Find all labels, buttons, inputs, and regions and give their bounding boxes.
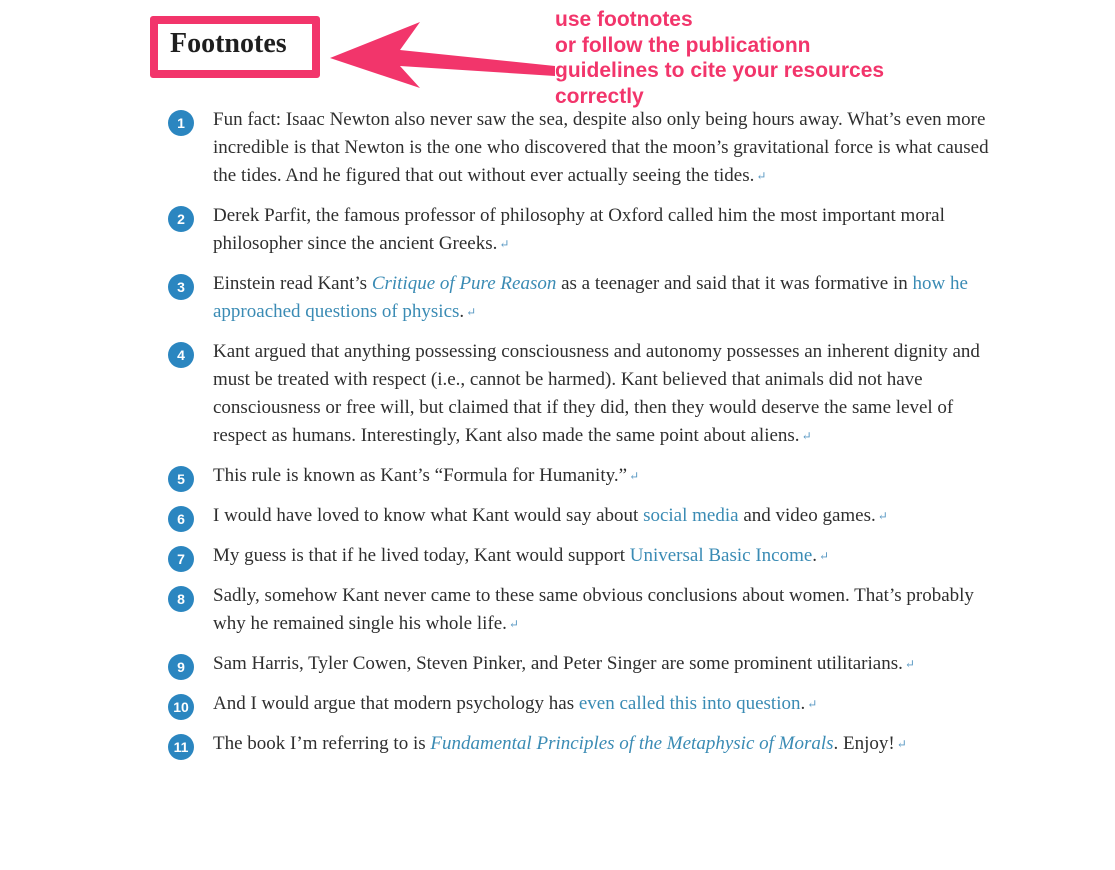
return-to-text-icon[interactable]: ↵ (508, 617, 519, 631)
return-to-text-icon[interactable]: ↵ (896, 737, 907, 751)
footnote-text-segment: Derek Parfit, the famous professor of philosophy at Oxford called him the most important moral philosopher since the ancient Greeks. (213, 205, 945, 254)
return-to-text-icon[interactable]: ↵ (819, 549, 830, 563)
footnote-text (213, 338, 1008, 450)
footnote-number-badge[interactable]: 10 (168, 694, 194, 720)
return-to-text-icon[interactable]: ↵ (466, 305, 477, 319)
footnote-text (213, 106, 1008, 190)
footnote-item (168, 502, 1008, 530)
return-to-text-icon[interactable]: ↵ (629, 469, 640, 483)
footnote-text-segment: . (459, 301, 465, 322)
footnote-number-badge[interactable]: 6 (168, 506, 194, 532)
footnote-text (213, 502, 1008, 530)
return-to-text-icon[interactable]: ↵ (904, 657, 915, 671)
footnote-text-segment: and video games. (738, 505, 876, 526)
footnote-item (168, 106, 1008, 190)
footnote-text-segment: This rule is known as Kant’s “Formula for Humanity.” (213, 465, 628, 486)
return-to-text-icon[interactable]: ↵ (877, 509, 888, 523)
page-title: Footnotes (170, 28, 287, 59)
footnote-number-badge[interactable]: 7 (168, 546, 194, 572)
footnote-item (168, 270, 1008, 326)
footnote-number-badge[interactable]: 4 (168, 342, 194, 368)
footnote-text-segment: . Enjoy! (833, 733, 895, 754)
footnote-link[interactable]: Universal Basic Income (629, 545, 813, 566)
footnote-item (168, 650, 1008, 678)
annotation-note (555, 7, 884, 109)
footnote-text (213, 582, 1008, 638)
return-to-text-icon[interactable]: ↵ (756, 169, 767, 183)
footnote-text-segment: The book I’m referring to is (213, 733, 431, 754)
footnote-text-segment: Sadly, somehow Kant never came to these same obvious conclusions about women. That’s probably why he remained single his whole life. (213, 585, 974, 634)
footnote-item (168, 338, 1008, 450)
footnote-text (213, 270, 1008, 326)
footnote-text (213, 650, 1008, 678)
footnote-item (168, 730, 1008, 758)
footnotes-list (168, 106, 1008, 770)
footnote-text-segment: Kant argued that anything possessing consciousness and autonomy possesses an inherent dignity and must be treated with respect (i.e., cannot be harmed). Kant believed that animals did not have consciousness or free will, but claimed that if they did, then they would deserve the same level of respect as humans. Interestingly, Kant also made the same point about aliens. (213, 341, 980, 446)
return-to-text-icon[interactable]: ↵ (807, 697, 818, 711)
footnote-text-segment: I would have loved to know what Kant would say about (213, 505, 644, 526)
footnote-number-badge[interactable]: 9 (168, 654, 194, 680)
footnote-number-badge[interactable]: 11 (168, 734, 194, 760)
annotation-line: or follow the publicationn (555, 33, 811, 57)
footnote-link[interactable]: social media (643, 505, 739, 526)
footnote-text (213, 462, 1008, 490)
footnote-item (168, 202, 1008, 258)
annotation-line: use footnotes (555, 8, 693, 31)
annotation-arrow (330, 20, 555, 90)
footnote-link[interactable]: even called this into question (578, 693, 801, 714)
annotation-line: guidelines to cite your resources (555, 59, 885, 82)
footnote-text (213, 730, 1008, 758)
footnote-link[interactable]: how he approached questions of physics (213, 273, 968, 322)
footnote-text (213, 542, 1008, 570)
footnote-text-segment: as a teenager and said that it was formative in (556, 273, 913, 294)
footnote-text-segment: . (800, 693, 806, 714)
footnote-text (213, 202, 1008, 258)
return-to-text-icon[interactable]: ↵ (499, 237, 510, 251)
footnote-number-badge[interactable]: 8 (168, 586, 194, 612)
return-to-text-icon[interactable]: ↵ (801, 429, 812, 443)
footnote-item (168, 690, 1008, 718)
annotation-line: correctly (555, 84, 644, 108)
footnote-item (168, 582, 1008, 638)
footnote-text-segment: Sam Harris, Tyler Cowen, Steven Pinker, and Peter Singer are some prominent utilitarians. (213, 653, 903, 674)
footnote-text-segment: . (812, 545, 818, 566)
footnote-text-segment: Fun fact: Isaac Newton also never saw the sea, despite also only being hours away. What’s even more incredible is that Newton is the one who discovered that the moon’s gravitational force is what caused the tides. And he figured that out without ever actually seeing the tides. (213, 109, 989, 186)
footnote-link[interactable]: Fundamental Principles of the Metaphysic of Morals (430, 733, 834, 754)
footnote-item (168, 462, 1008, 490)
footnote-text-segment: My guess is that if he lived today, Kant would support (213, 545, 630, 566)
footnote-text-segment: Einstein read Kant’s (213, 273, 372, 294)
footnote-number-badge[interactable]: 3 (168, 274, 194, 300)
footnote-text-segment: And I would argue that modern psychology has (213, 693, 579, 714)
footnote-number-badge[interactable]: 5 (168, 466, 194, 492)
footnote-item (168, 542, 1008, 570)
footnote-link[interactable]: Critique of Pure Reason (371, 273, 557, 294)
footnote-number-badge[interactable]: 1 (168, 110, 194, 136)
footnote-text (213, 690, 1008, 718)
footnote-number-badge[interactable]: 2 (168, 206, 194, 232)
